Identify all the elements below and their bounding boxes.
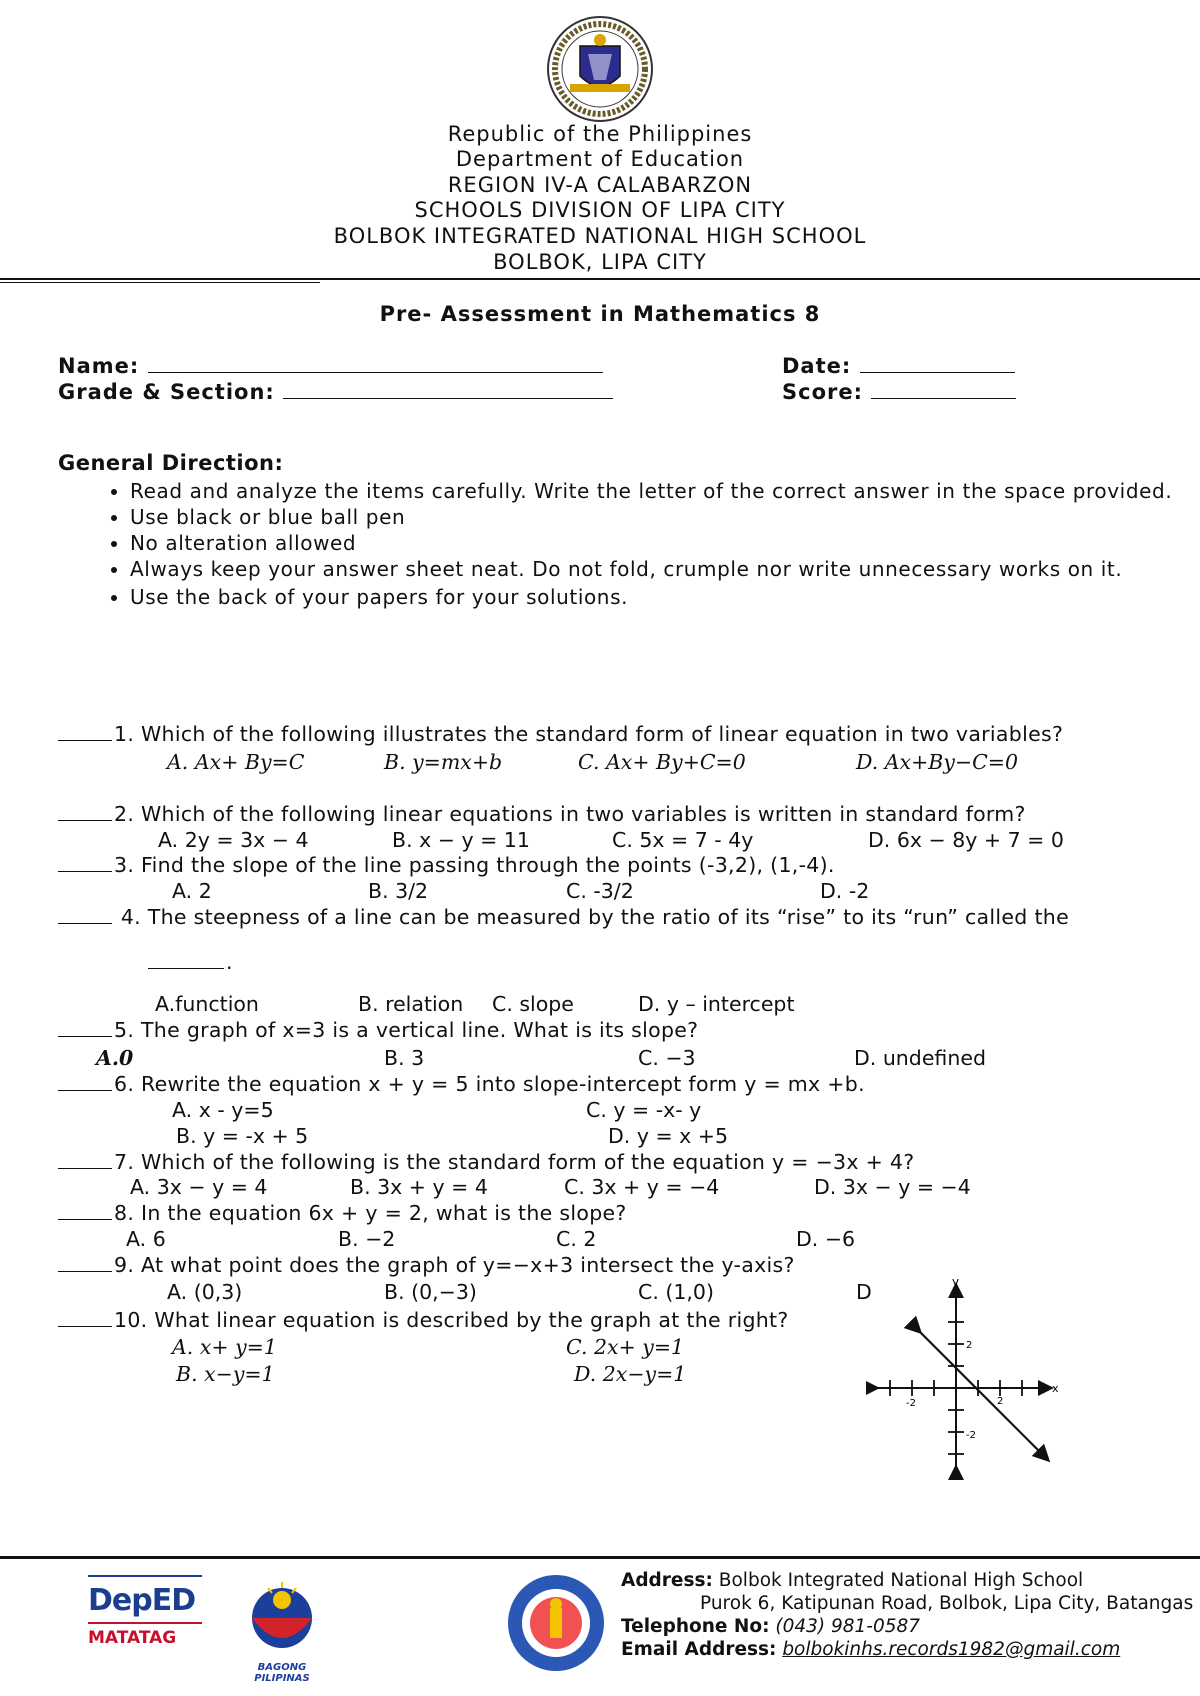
header-school: BOLBOK INTEGRATED NATIONAL HIGH SCHOOL [333,224,867,248]
question-3 [58,853,835,877]
name-label: Name: [58,354,140,378]
graph-line [916,1328,1044,1456]
deped-seal [540,14,660,124]
score-label: Score: [782,380,863,404]
directions-title: General Direction: [58,451,284,475]
option: D. undefined [854,1046,986,1070]
option: A. x - y=5 [172,1098,274,1122]
name-line[interactable] [148,372,603,373]
answer-blank[interactable] [58,722,112,741]
answer-blank[interactable] [58,853,112,872]
question-text: 2. Which of the following linear equations in two variables is written in standard form? [114,802,1026,826]
question-10 [58,1308,789,1332]
fill-in-blank[interactable] [148,950,224,969]
option: D. Ax+By−C=0 [856,750,1019,774]
line-graph [866,1272,1066,1482]
address-line-2: Purok 6, Katipunan Road, Bolbok, Lipa City, Batangas [700,1593,1194,1614]
option: C. -3/2 [566,879,634,903]
grade-section-label: Grade & Section: [58,380,275,404]
option: A. 2y = 3x − 4 [158,828,309,852]
header-republic: Republic of the Philippines [447,122,753,146]
grade-section-line[interactable] [283,398,613,399]
grade-section-field[interactable] [58,380,613,404]
option: D. y – intercept [638,992,795,1016]
option: D. 2x−y=1 [574,1362,687,1386]
question-text: 9. At what point does the graph of y=−x+3 intersect the y-axis? [114,1253,795,1277]
x-axis-label: x [1052,1382,1059,1395]
question-6 [58,1072,865,1096]
answer-blank[interactable] [58,1018,112,1037]
option: B. −2 [338,1227,396,1251]
option: D. 3x − y = −4 [814,1175,971,1199]
question-text: 4. The steepness of a line can be measured by the ratio of its “rise” to its “run” called the [114,905,1069,929]
option: B. 3x + y = 4 [350,1175,488,1199]
bagong-pilipinas-logo: BAGONG PILIPINAS [232,1578,332,1678]
question-9 [58,1253,795,1277]
answer-blank[interactable] [58,1201,112,1220]
option: A. 6 [126,1227,166,1251]
email-line [621,1638,1120,1661]
question-text: 8. In the equation 6x + y = 2, what is the slope? [114,1201,627,1225]
question-text: 7. Which of the following is the standard form of the equation y = −3x + 4? [114,1150,915,1174]
direction-item: • Use black or blue ball pen [130,504,1180,530]
question-8 [58,1201,627,1225]
option: A. Ax+ By=C [167,750,305,774]
y-axis-label: y [952,1275,960,1289]
option: A. 3x − y = 4 [130,1175,268,1199]
option: C. 2 [556,1227,597,1251]
score-field[interactable] [782,380,1016,404]
school-seal-icon [506,1568,606,1678]
question-5 [58,1018,698,1042]
answer-blank[interactable] [58,1072,112,1091]
option: D. 6x − 8y + 7 = 0 [868,828,1064,852]
address-line [621,1569,1083,1592]
answer-blank[interactable] [58,1253,112,1272]
footer-divider [0,1556,1200,1559]
header-divider [0,278,1200,280]
bagong-pilipinas-icon [232,1578,332,1658]
directions-list [92,478,1180,610]
option: B. x−y=1 [176,1362,275,1386]
answer-blank[interactable] [58,905,112,924]
option: A. x+ y=1 [172,1335,277,1359]
option: D [856,1280,872,1304]
option: D. y = x +5 [608,1124,729,1148]
direction-item: • No alteration allowed [130,530,1180,556]
tick-label: -2 [906,1398,916,1409]
question-text: 3. Find the slope of the line passing through the points (-3,2), (1,-4). [114,853,835,877]
option: B. 3/2 [368,879,429,903]
option: A. (0,3) [167,1280,243,1304]
question-2 [58,802,1026,826]
page-title: Pre- Assessment in Mathematics 8 [379,302,821,326]
option: A. 2 [172,879,212,903]
question-text: 1. Which of the following illustrates the standard form of linear equation in two variables? [114,722,1064,746]
option: B. y=mx+b [384,750,503,774]
option: C. 5x = 7 - 4y [612,828,754,852]
direction-item: • Read and analyze the items carefully. Write the letter of the correct answer in the space provided. [130,478,1180,504]
email-label: Email Address: [621,1639,777,1660]
option: D. −6 [796,1227,856,1251]
date-line[interactable] [860,372,1015,373]
option: C. (1,0) [638,1280,714,1304]
direction-item: • Use the back of your papers for your solutions. [130,584,1180,610]
question-7 [58,1150,914,1174]
option: B. relation [358,992,464,1016]
question-4-fill-blank: . [148,950,233,974]
email-link[interactable]: bolbokinhs.records1982@gmail.com [782,1639,1121,1660]
address-label: Address: [621,1570,713,1591]
header-location: BOLBOK, LIPA CITY [493,250,707,274]
date-field[interactable] [782,354,1015,378]
address-value: Bolbok Integrated National High School [718,1570,1084,1591]
option: C. Ax+ By+C=0 [578,750,746,774]
name-field[interactable] [58,354,603,378]
question-4 [58,905,1069,929]
option: C. slope [492,992,574,1016]
tick-label: -2 [966,1430,976,1441]
answer-blank[interactable] [58,802,112,821]
header-divider-short [0,282,320,283]
question-text: 6. Rewrite the equation x + y = 5 into slope-intercept form y = mx +b. [114,1072,865,1096]
option: C. 2x+ y=1 [566,1335,685,1359]
option: B. (0,−3) [384,1280,477,1304]
telephone-value: (043) 981-0587 [775,1616,921,1637]
answer-blank[interactable] [58,1150,112,1169]
score-line[interactable] [871,398,1016,399]
option: C. y = -x- y [586,1098,702,1122]
option: B. x − y = 11 [392,828,530,852]
question-text: 10. What linear equation is described by the graph at the right? [114,1308,789,1332]
answer-blank[interactable] [58,1308,112,1327]
question-text: 5. The graph of x=3 is a vertical line. What is its slope? [114,1018,699,1042]
option: A.function [155,992,259,1016]
option: C. −3 [638,1046,696,1070]
header-department: Department of Education [455,147,745,171]
option: B. y = -x + 5 [176,1124,309,1148]
telephone-line [621,1615,920,1638]
tick-label: 2 [997,1396,1004,1407]
date-label: Date: [782,354,852,378]
option: A.0 [96,1046,134,1070]
tick-label: 2 [966,1340,973,1351]
option: C. 3x + y = −4 [564,1175,720,1199]
header-division: SCHOOLS DIVISION OF LIPA CITY [414,198,786,222]
telephone-label: Telephone No: [621,1616,770,1637]
question-1 [58,722,1063,746]
header-region: REGION IV-A CALABARZON [447,173,753,197]
option: D. -2 [820,879,870,903]
option: B. 3 [384,1046,425,1070]
deped-matatag-logo: DepED MATATAG [88,1575,202,1675]
direction-item: • Always keep your answer sheet neat. Do not fold, crumple nor write unnecessary works on it. [130,556,1180,582]
